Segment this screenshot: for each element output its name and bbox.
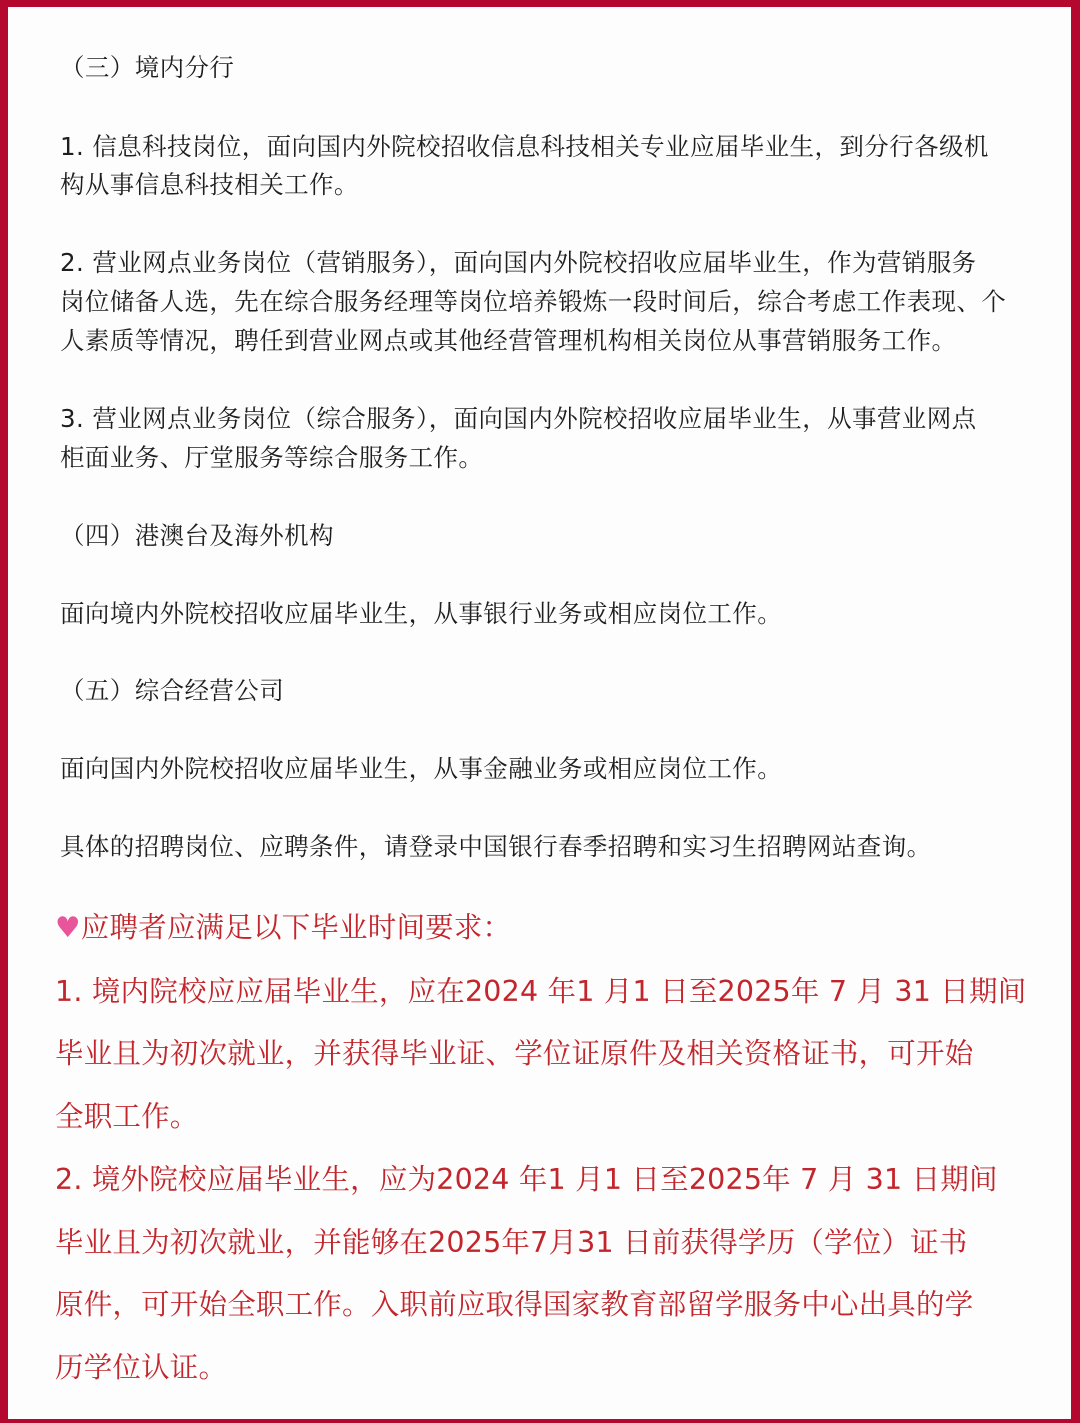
requirement-line: 2. 境外院校应届毕业生，应为2024 年1 月1 日至2025年 7 月 31 日期间 [55,1163,998,1196]
requirement-line: 原件，可开始全职工作。入职前应取得国家教育部留学服务中心出具的学 [55,1288,974,1321]
paragraph-line: 人素质等情况，聘任到营业网点或其他经营管理机构相关岗位从事营销服务工作。 [60,326,957,355]
heart-icon: ♥ [55,911,81,944]
paragraph-line: 2. 营业网点业务岗位（营销服务），面向国内外院校招收应届毕业生，作为营销服务 [60,248,977,277]
paragraph-line: 构从事信息科技相关工作。 [60,170,359,199]
paragraph-line: 面向境内外院校招收应届毕业生，从事银行业务或相应岗位工作。 [60,599,783,628]
requirement-line: 毕业且为初次就业，并能够在2025年7月31 日前获得学历（学位）证书 [55,1226,968,1259]
paragraph-line: 岗位储备人选，先在综合服务经理等岗位培养锻炼一段时间后，综合考虑工作表现、个 [60,287,1007,316]
requirement-line: 毕业且为初次就业，并获得毕业证、学位证原件及相关资格证书，可开始 [55,1037,974,1070]
requirements-heading [55,910,511,946]
paragraph-line: 面向国内外院校招收应届毕业生，从事金融业务或相应岗位工作。 [60,754,783,783]
requirement-line: 1. 境内院校应应届毕业生，应在2024 年1 月1 日至2025年 7 月 31 日期间 [55,975,1027,1008]
paragraph-line: 3. 营业网点业务岗位（综合服务），面向国内外院校招收应届毕业生，从事营业网点 [60,404,977,433]
requirement-line: 全职工作。 [55,1100,199,1133]
requirements-heading-text: 应聘者应满足以下毕业时间要求： [80,911,512,944]
requirement-line: 历学位认证。 [55,1351,228,1384]
document-page [8,7,1071,1419]
section-heading: （三）境内分行 [60,53,235,82]
section-heading: （四）港澳台及海外机构 [60,521,334,550]
note-line: 具体的招聘岗位、应聘条件，请登录中国银行春季招聘和实习生招聘网站查询。 [60,832,932,861]
section-heading: （五）综合经营公司 [60,676,285,705]
paragraph-line: 柜面业务、厅堂服务等综合服务工作。 [60,443,484,472]
paragraph-line: 1. 信息科技岗位，面向国内外院校招收信息科技相关专业应届毕业生，到分行各级机 [60,132,989,161]
